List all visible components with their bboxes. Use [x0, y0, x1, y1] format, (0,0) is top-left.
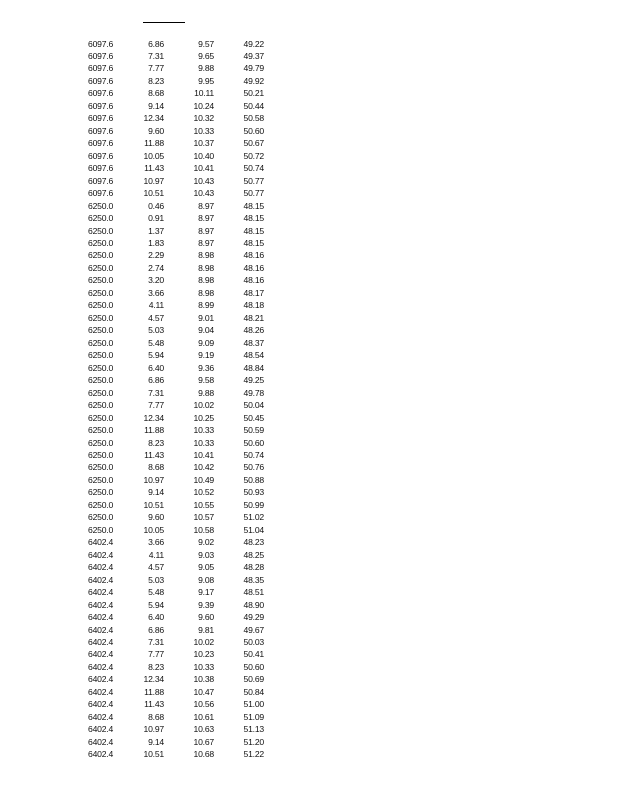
- table-cell: 5.48: [148, 587, 164, 598]
- table-cell: 12.34: [143, 113, 164, 124]
- table-row: [0, 312, 618, 324]
- table-row: [0, 362, 618, 374]
- table-cell: 7.77: [148, 400, 164, 411]
- table-cell: 6250.0: [88, 275, 114, 286]
- table-cell: 3.66: [148, 537, 164, 548]
- table-cell: 6097.6: [88, 63, 114, 74]
- table-cell: 10.38: [193, 674, 214, 685]
- table-cell: 7.77: [148, 63, 164, 74]
- table-row: [0, 399, 618, 411]
- table-cell: 50.03: [243, 637, 264, 647]
- table-cell: 4.11: [148, 300, 164, 311]
- table-row: [0, 586, 618, 598]
- table-cell: 9.60: [148, 512, 164, 523]
- table-cell: 8.99: [198, 300, 214, 311]
- table-cell: 10.56: [193, 699, 214, 710]
- table-cell: 6097.6: [88, 163, 114, 174]
- table-cell: 50.60: [243, 661, 264, 672]
- table-cell: 2.29: [148, 250, 164, 261]
- table-row: [0, 711, 618, 723]
- table-cell: 8.97: [198, 225, 214, 236]
- table-cell: 6250.0: [88, 325, 114, 336]
- table-cell: 10.51: [143, 499, 164, 510]
- table-cell: 48.15: [243, 200, 264, 211]
- table-cell: 6402.4: [88, 736, 114, 747]
- table-cell: 6250.0: [88, 524, 114, 535]
- table-cell: 6250.0: [88, 200, 114, 211]
- table-cell: 51.02: [243, 512, 264, 523]
- table-cell: 10.40: [193, 150, 214, 161]
- table-cell: 50.76: [243, 462, 264, 473]
- table-cell: 9.60: [198, 612, 214, 623]
- table-cell: 9.19: [198, 350, 214, 361]
- table-cell: 9.88: [198, 63, 214, 74]
- table-cell: 4.57: [148, 312, 164, 323]
- table-cell: 5.48: [148, 337, 164, 348]
- table-cell: 6402.4: [88, 562, 114, 573]
- table-cell: 48.54: [243, 350, 264, 361]
- table-cell: 10.51: [143, 749, 164, 760]
- table-cell: 6250.0: [88, 487, 114, 498]
- table-row: [0, 661, 618, 673]
- table-row: [0, 723, 618, 735]
- table-row: [0, 474, 618, 486]
- table-cell: 9.03: [198, 549, 214, 560]
- table-cell: 7.31: [148, 50, 164, 61]
- table-cell: 10.41: [193, 449, 214, 460]
- table-cell: 10.41: [193, 163, 214, 174]
- table-cell: 6250.0: [88, 412, 114, 423]
- table-cell: 48.37: [243, 337, 264, 348]
- table-cell: 11.88: [144, 686, 164, 697]
- table-cell: 6.86: [148, 38, 164, 49]
- table-cell: 8.97: [198, 238, 214, 248]
- table-cell: 10.37: [193, 138, 214, 149]
- table-cell: 6250.0: [88, 337, 114, 348]
- table-cell: 6250.0: [88, 425, 114, 436]
- table-cell: 48.23: [243, 537, 264, 548]
- table-cell: 50.58: [243, 113, 264, 124]
- table-cell: 10.43: [193, 188, 214, 199]
- table-cell: 48.84: [243, 362, 264, 373]
- table-row: [0, 299, 618, 311]
- table-row: [0, 561, 618, 573]
- table-cell: 6250.0: [88, 300, 114, 311]
- table-cell: 5.03: [148, 574, 164, 585]
- table-cell: 3.20: [148, 275, 164, 286]
- table-row: [0, 536, 618, 548]
- table-cell: 8.68: [148, 711, 164, 722]
- table-cell: 48.26: [243, 325, 264, 336]
- table-cell: 9.58: [198, 375, 214, 386]
- table-cell: 50.99: [243, 499, 264, 510]
- table-row: [0, 62, 618, 74]
- table-cell: 11.88: [144, 138, 164, 149]
- table-cell: 4.57: [148, 562, 164, 573]
- table-cell: 9.60: [148, 125, 164, 136]
- table-cell: 48.51: [243, 587, 264, 598]
- table-cell: 10.32: [193, 113, 214, 124]
- table-cell: 9.14: [148, 487, 164, 498]
- table-cell: 10.33: [193, 125, 214, 136]
- table-cell: 51.04: [243, 524, 264, 535]
- table-cell: 6250.0: [88, 474, 114, 485]
- table-row: [0, 461, 618, 473]
- table-cell: 49.37: [243, 50, 264, 61]
- table-row: [0, 112, 618, 124]
- table-cell: 8.98: [198, 262, 214, 273]
- table-cell: 50.44: [243, 100, 264, 111]
- table-cell: 50.84: [243, 686, 264, 697]
- table-cell: 8.98: [198, 250, 214, 261]
- table-row: [0, 175, 618, 187]
- table-cell: 10.51: [143, 188, 164, 199]
- table-row: [0, 225, 618, 237]
- table-cell: 50.41: [243, 649, 264, 660]
- table-cell: 6250.0: [88, 238, 114, 248]
- table-cell: 6250.0: [88, 350, 114, 361]
- table-row: [0, 374, 618, 386]
- table-row: [0, 162, 618, 174]
- table-row: [0, 624, 618, 636]
- table-row: [0, 187, 618, 199]
- table-cell: 48.15: [243, 225, 264, 236]
- table-row: [0, 262, 618, 274]
- table-cell: 6402.4: [88, 711, 114, 722]
- table-row: [0, 324, 618, 336]
- table-cell: 10.63: [193, 724, 214, 735]
- table-cell: 6402.4: [88, 537, 114, 548]
- table-cell: 7.31: [148, 387, 164, 398]
- table-cell: 10.52: [193, 487, 214, 498]
- table-cell: 5.94: [148, 350, 164, 361]
- table-cell: 10.68: [193, 749, 214, 760]
- table-cell: 6250.0: [88, 499, 114, 510]
- table-cell: 48.17: [243, 287, 264, 298]
- table-cell: 50.60: [243, 125, 264, 136]
- table-cell: 9.05: [198, 562, 214, 573]
- table-cell: 9.95: [198, 75, 214, 86]
- table-cell: 50.77: [243, 188, 264, 199]
- table-cell: 49.78: [243, 387, 264, 398]
- table-row: [0, 75, 618, 87]
- table-cell: 1.37: [148, 225, 164, 236]
- table-cell: 7.31: [148, 637, 164, 647]
- table-cell: 9.39: [198, 599, 214, 610]
- table-cell: 10.25: [193, 412, 214, 423]
- table-cell: 9.81: [198, 624, 214, 635]
- table-row: [0, 549, 618, 561]
- table-cell: 6402.4: [88, 749, 114, 760]
- table-row: [0, 698, 618, 710]
- table-cell: 9.88: [198, 387, 214, 398]
- table-cell: 6.40: [148, 362, 164, 373]
- table-cell: 6097.6: [88, 50, 114, 61]
- table-cell: 50.77: [243, 175, 264, 186]
- table-row: [0, 599, 618, 611]
- table-cell: 6250.0: [88, 287, 114, 298]
- table-cell: 11.88: [144, 425, 164, 436]
- table-cell: 6097.6: [88, 75, 114, 86]
- table-cell: 0.46: [148, 200, 164, 211]
- table-row: [0, 387, 618, 399]
- table-cell: 8.68: [148, 462, 164, 473]
- table-cell: 9.36: [198, 362, 214, 373]
- table-cell: 7.77: [148, 649, 164, 660]
- table-cell: 49.22: [243, 38, 264, 49]
- table-cell: 6402.4: [88, 637, 114, 647]
- table-cell: 6250.0: [88, 375, 114, 386]
- table-cell: 6402.4: [88, 699, 114, 710]
- table-cell: 10.02: [193, 400, 214, 411]
- table-cell: 6.86: [148, 375, 164, 386]
- table-cell: 50.67: [243, 138, 264, 149]
- table-row: [0, 748, 618, 760]
- table-cell: 6250.0: [88, 449, 114, 460]
- table-cell: 6402.4: [88, 599, 114, 610]
- table-cell: 6250.0: [88, 312, 114, 323]
- table-cell: 10.05: [143, 524, 164, 535]
- table-row: [0, 449, 618, 461]
- table-row: [0, 150, 618, 162]
- table-row: [0, 636, 618, 648]
- table-cell: 4.11: [148, 549, 164, 560]
- table-cell: 11.43: [144, 449, 164, 460]
- table-cell: 6.40: [148, 612, 164, 623]
- table-cell: 6402.4: [88, 686, 114, 697]
- table-cell: 12.34: [143, 674, 164, 685]
- table-row: [0, 125, 618, 137]
- table-cell: 50.69: [243, 674, 264, 685]
- table-cell: 11.43: [144, 163, 164, 174]
- table-cell: 6402.4: [88, 724, 114, 735]
- table-cell: 1.83: [148, 238, 164, 248]
- table-row: [0, 137, 618, 149]
- table-cell: 6097.6: [88, 138, 114, 149]
- table-cell: 50.74: [243, 163, 264, 174]
- table-cell: 50.60: [243, 437, 264, 448]
- table-row: [0, 50, 618, 62]
- table-cell: 9.57: [198, 38, 214, 49]
- table-cell: 6250.0: [88, 262, 114, 273]
- table-cell: 10.43: [193, 175, 214, 186]
- table-cell: 50.59: [243, 425, 264, 436]
- table-cell: 6402.4: [88, 574, 114, 585]
- table-cell: 48.90: [243, 599, 264, 610]
- table-cell: 48.15: [243, 238, 264, 248]
- table-cell: 3.66: [148, 287, 164, 298]
- table-cell: 10.02: [193, 637, 214, 647]
- table-cell: 6097.6: [88, 113, 114, 124]
- table-cell: 10.47: [193, 686, 214, 697]
- table-cell: 6097.6: [88, 175, 114, 186]
- header-rule-dash: [179, 22, 185, 23]
- table-cell: 10.61: [193, 711, 214, 722]
- table-cell: 6250.0: [88, 512, 114, 523]
- table-row: [0, 499, 618, 511]
- table-cell: 50.72: [243, 150, 264, 161]
- table-row: [0, 287, 618, 299]
- table-row: [0, 686, 618, 698]
- table-cell: 49.29: [243, 612, 264, 623]
- table-row: [0, 38, 618, 50]
- table-cell: 50.88: [243, 474, 264, 485]
- table-cell: 9.08: [198, 574, 214, 585]
- table-cell: 49.25: [243, 375, 264, 386]
- table-cell: 48.16: [243, 262, 264, 273]
- table-cell: 49.79: [243, 63, 264, 74]
- data-table: [0, 38, 618, 761]
- table-cell: 9.09: [198, 337, 214, 348]
- table-row: [0, 87, 618, 99]
- table-cell: 6097.6: [88, 150, 114, 161]
- table-cell: 12.34: [143, 412, 164, 423]
- table-row: [0, 437, 618, 449]
- table-cell: 51.20: [243, 736, 264, 747]
- table-cell: 6402.4: [88, 624, 114, 635]
- table-cell: 50.74: [243, 449, 264, 460]
- table-row: [0, 574, 618, 586]
- table-cell: 51.09: [243, 711, 264, 722]
- table-cell: 9.14: [148, 100, 164, 111]
- table-cell: 9.14: [148, 736, 164, 747]
- table-cell: 9.04: [198, 325, 214, 336]
- table-cell: 50.45: [243, 412, 264, 423]
- table-row: [0, 524, 618, 536]
- table-row: [0, 237, 618, 249]
- table-row: [0, 412, 618, 424]
- table-cell: 51.22: [243, 749, 264, 760]
- table-cell: 5.94: [148, 599, 164, 610]
- table-cell: 10.11: [194, 88, 214, 99]
- table-cell: 6250.0: [88, 213, 114, 224]
- table-cell: 10.33: [193, 661, 214, 672]
- table-cell: 48.18: [243, 300, 264, 311]
- table-cell: 48.35: [243, 574, 264, 585]
- table-cell: 8.23: [148, 75, 164, 86]
- table-cell: 6250.0: [88, 225, 114, 236]
- table-cell: 50.21: [243, 88, 264, 99]
- table-cell: 10.42: [193, 462, 214, 473]
- table-cell: 50.04: [243, 400, 264, 411]
- table-row: [0, 511, 618, 523]
- table-cell: 6402.4: [88, 587, 114, 598]
- table-cell: 48.15: [243, 213, 264, 224]
- table-cell: 6250.0: [88, 437, 114, 448]
- table-cell: 6097.6: [88, 88, 114, 99]
- table-cell: 8.98: [198, 275, 214, 286]
- table-cell: 11.43: [144, 699, 164, 710]
- table-cell: 6250.0: [88, 400, 114, 411]
- table-row: [0, 424, 618, 436]
- table-cell: 0.91: [148, 213, 164, 224]
- table-cell: 10.23: [193, 649, 214, 660]
- table-row: [0, 736, 618, 748]
- table-row: [0, 486, 618, 498]
- table-cell: 10.33: [193, 437, 214, 448]
- table-cell: 51.13: [243, 724, 264, 735]
- table-cell: 6.86: [148, 624, 164, 635]
- table-cell: 8.68: [148, 88, 164, 99]
- table-cell: 6097.6: [88, 100, 114, 111]
- table-cell: 48.16: [243, 250, 264, 261]
- table-cell: 9.65: [198, 50, 214, 61]
- table-cell: 10.97: [143, 724, 164, 735]
- table-row: [0, 337, 618, 349]
- header-rule: [143, 22, 183, 23]
- table-cell: 10.57: [193, 512, 214, 523]
- table-cell: 6402.4: [88, 549, 114, 560]
- table-cell: 10.58: [193, 524, 214, 535]
- table-row: [0, 349, 618, 361]
- table-row: [0, 274, 618, 286]
- table-cell: 48.16: [243, 275, 264, 286]
- table-cell: 8.23: [148, 437, 164, 448]
- table-cell: 6402.4: [88, 649, 114, 660]
- table-cell: 9.17: [198, 587, 214, 598]
- table-cell: 6250.0: [88, 362, 114, 373]
- table-cell: 2.74: [148, 262, 164, 273]
- table-cell: 6402.4: [88, 661, 114, 672]
- table-cell: 10.97: [143, 474, 164, 485]
- table-cell: 6097.6: [88, 38, 114, 49]
- table-cell: 10.67: [193, 736, 214, 747]
- table-cell: 49.67: [243, 624, 264, 635]
- table-cell: 48.25: [243, 549, 264, 560]
- table-cell: 50.93: [243, 487, 264, 498]
- table-cell: 10.05: [143, 150, 164, 161]
- table-row: [0, 100, 618, 112]
- table-cell: 8.97: [198, 213, 214, 224]
- table-row: [0, 611, 618, 623]
- table-row: [0, 673, 618, 685]
- table-row: [0, 249, 618, 261]
- table-cell: 8.97: [198, 200, 214, 211]
- table-cell: 9.01: [198, 312, 214, 323]
- table-cell: 10.97: [143, 175, 164, 186]
- table-cell: 8.23: [148, 661, 164, 672]
- table-cell: 6402.4: [88, 674, 114, 685]
- table-cell: 10.55: [193, 499, 214, 510]
- table-cell: 48.21: [243, 312, 264, 323]
- table-cell: 6250.0: [88, 462, 114, 473]
- table-cell: 6250.0: [88, 387, 114, 398]
- table-cell: 10.49: [193, 474, 214, 485]
- table-row: [0, 648, 618, 660]
- table-cell: 51.00: [243, 699, 264, 710]
- table-cell: 5.03: [148, 325, 164, 336]
- table-cell: 6097.6: [88, 188, 114, 199]
- table-cell: 8.98: [198, 287, 214, 298]
- table-cell: 10.24: [193, 100, 214, 111]
- table-cell: 49.92: [243, 75, 264, 86]
- table-cell: 48.28: [243, 562, 264, 573]
- table-row: [0, 212, 618, 224]
- table-cell: 6250.0: [88, 250, 114, 261]
- table-cell: 6097.6: [88, 125, 114, 136]
- table-cell: 10.33: [193, 425, 214, 436]
- table-row: [0, 200, 618, 212]
- table-cell: 6402.4: [88, 612, 114, 623]
- table-cell: 9.02: [198, 537, 214, 548]
